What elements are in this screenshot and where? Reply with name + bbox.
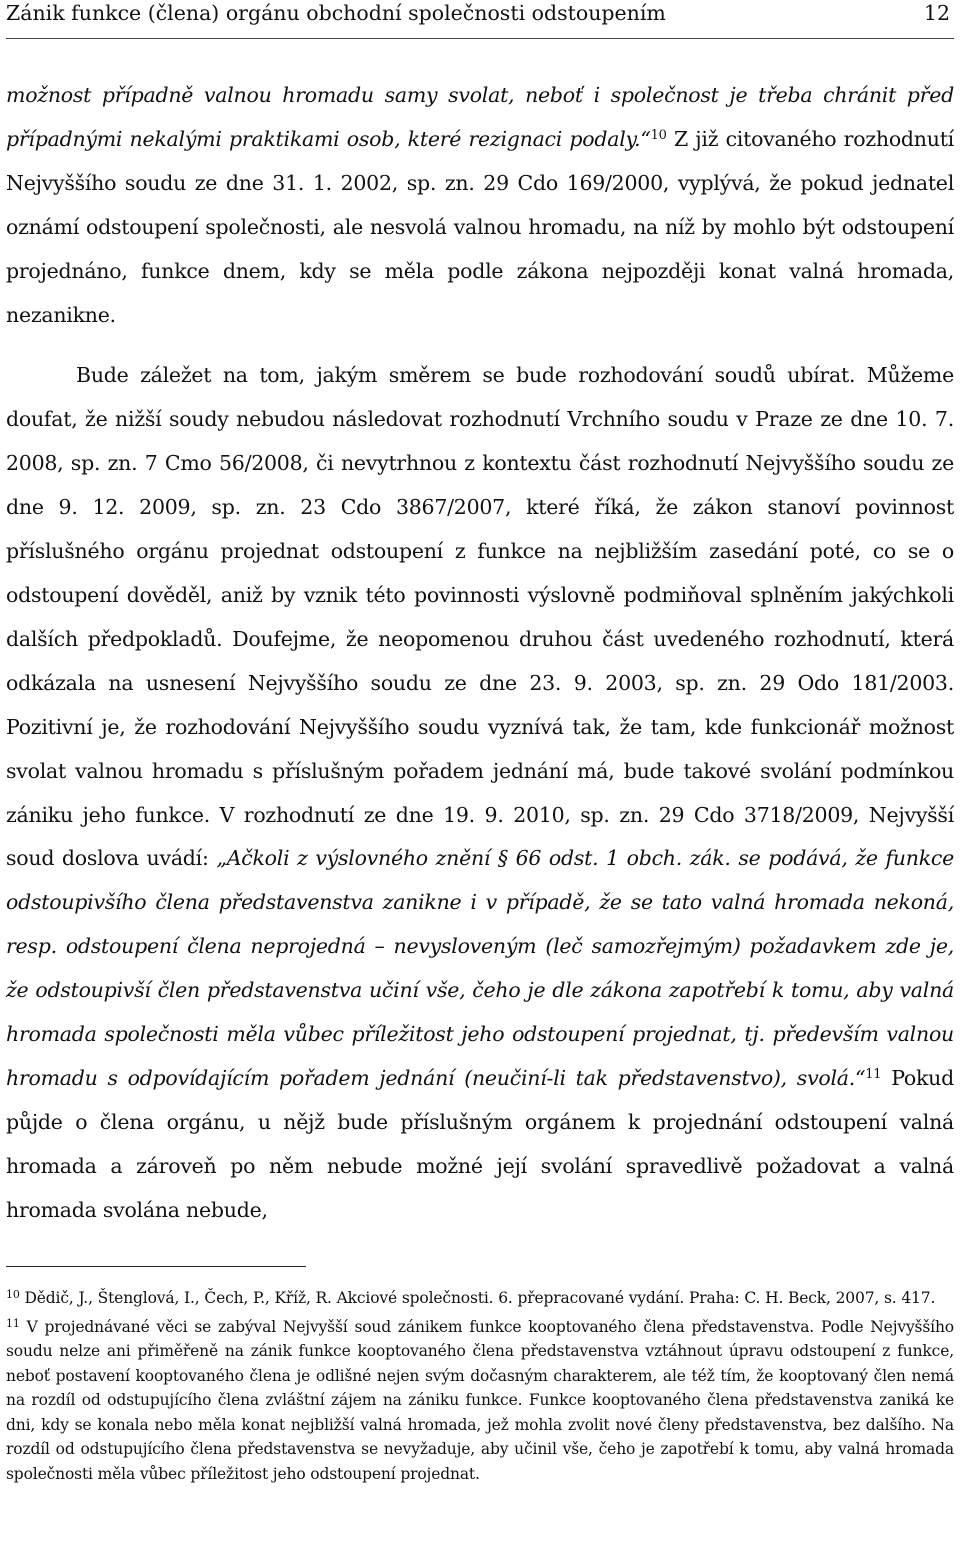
paragraph-2-text-after: Pokud půjde o člena orgánu, u nějž bude příslušným orgánem k projednání odstoupení valná hromada a zároveň po něm nebude možné její svolání spravedlivě požadovat a valná hromada svolána nebude,: [6, 1065, 954, 1222]
footnotes: [6, 1286, 954, 1490]
footnote-number: 11: [6, 1316, 20, 1330]
footnote-10: [6, 1286, 954, 1311]
footnote-ref-10[interactable]: 10: [650, 127, 667, 143]
paragraph-1: [6, 74, 954, 337]
footnote-text: V projednávané věci se zabýval Nejvyšší soud zánikem funkce kooptovaného člena představenstva. Podle Nejvyššího soudu nelze ani přiměřeně na zánik funkce kooptovaného člena představenstva vztáhnout úpravu odstoupení z funkce, neboť postavení kooptovaného člena je odlišné nejen svým dočasným charakterem, ale též tím, že kooptovaný člen nemá na rozdíl od odstupujícího člena zvláštní zájem na zániku funkce. Funkce kooptovaného člena představenstva zaniká ke dni, kdy se konala nebo měla konat nejbližší valná hromada, jež mohla zvolit nové členy představenstva, bez dalšího. Na rozdíl od odstupujícího člena představenstva se nevyžaduje, aby učinil vše, čeho je zapotřebí k tomu, aby valná hromada společnosti měla vůbec příležitost jeho odstoupení projednat.: [6, 1317, 954, 1483]
paragraph-2-text: Bude záležet na tom, jakým směrem se bude rozhodování soudů ubírat. Můžeme doufat, že nižší soudy nebudou následovat rozhodnutí Vrchního soudu v Praze ze dne 10. 7. 2008, sp. zn. 7 Cmo 56/2008, či nevytrhnou z kontextu část rozhodnutí Nejvyššího soudu ze dne 9. 12. 2009, sp. zn. 23 Cdo 3867/2007, které říká, že zákon stanoví povinnost příslušného orgánu projednat odstoupení z funkce na nejbližším zasedání poté, co se o odstoupení dověděl, aniž by vznik této povinnosti výslovně podmiňoval splněním jakýchkoli dalších předpokladů. Doufejme, že neopomenou druhou část uvedeného rozhodnutí, která odkázala na usnesení Nejvyššího soudu ze dne 23. 9. 2003, sp. zn. 29 Odo 181/2003. Pozitivní je, že rozhodování Nejvyššího soudu vyznívá tak, že tam, kde funkcionář možnost svolat valnou hromadu s příslušným pořadem jednání má, bude takové svolání podmínkou zániku jeho funkce. V rozhodnutí ze dne 19. 9. 2010, sp. zn. 29 Cdo 3718/2009, Nejvyšší soud doslova uvádí:: [6, 363, 954, 871]
main-text: [6, 74, 954, 1233]
paragraph-1-text: Z již citovaného rozhodnutí Nejvyššího soudu ze dne 31. 1. 2002, sp. zn. 29 Cdo 169/2000, vyplývá, že pokud jednatel oznámí odstoupení společnosti, ale nesvolá valnou hromadu, na níž by mohlo být odstoupení projednáno, funkce dnem, kdy se měla podle zákona nejpozději konat valná hromada, nezanikne.: [6, 126, 954, 327]
paragraph-2: [6, 354, 954, 1232]
footnote-number: 10: [6, 1288, 20, 1301]
page-number: 12: [923, 1, 950, 25]
quote-continuation: možnost případně valnou hromadu samy svolat, neboť i společnost je třeba chránit před případnými nekalými praktikami osob, které rezignaci podaly.“: [6, 83, 954, 151]
footnote-text: Dědič, J., Štenglová, I., Čech, P., Kříž, R. Akciové společnosti. 6. přepracované vydání. Praha: C. H. Beck, 2007, s. 417.: [19, 1289, 936, 1307]
court-quote: „Ačkoli z výslovného znění § 66 odst. 1 obch. zák. se podává, že funkce odstoupivšího člena představenstva zanikne i v případě, že se tato valná hromada nekoná, resp. odstoupení člena neprojedná – nevysloveným (leč samozřejmým) požadavkem zde je, že odstoupivší člen představenstva učiní vše, čeho je dle zákona zapotřebí k tomu, aby valná hromada společnosti měla vůbec příležitost jeho odstoupení projednat, tj. především valnou hromadu s odpovídajícím pořadem jednání (neučiní-li tak představenstvo), svolá.“: [6, 846, 954, 1090]
footnote-ref-11[interactable]: 11: [865, 1066, 882, 1082]
footnote-11: [6, 1315, 954, 1487]
footnote-separator: [6, 1266, 306, 1267]
page-header: [6, 0, 954, 39]
running-title: Zánik funkce (člena) orgánu obchodní společnosti odstoupením: [6, 1, 666, 25]
